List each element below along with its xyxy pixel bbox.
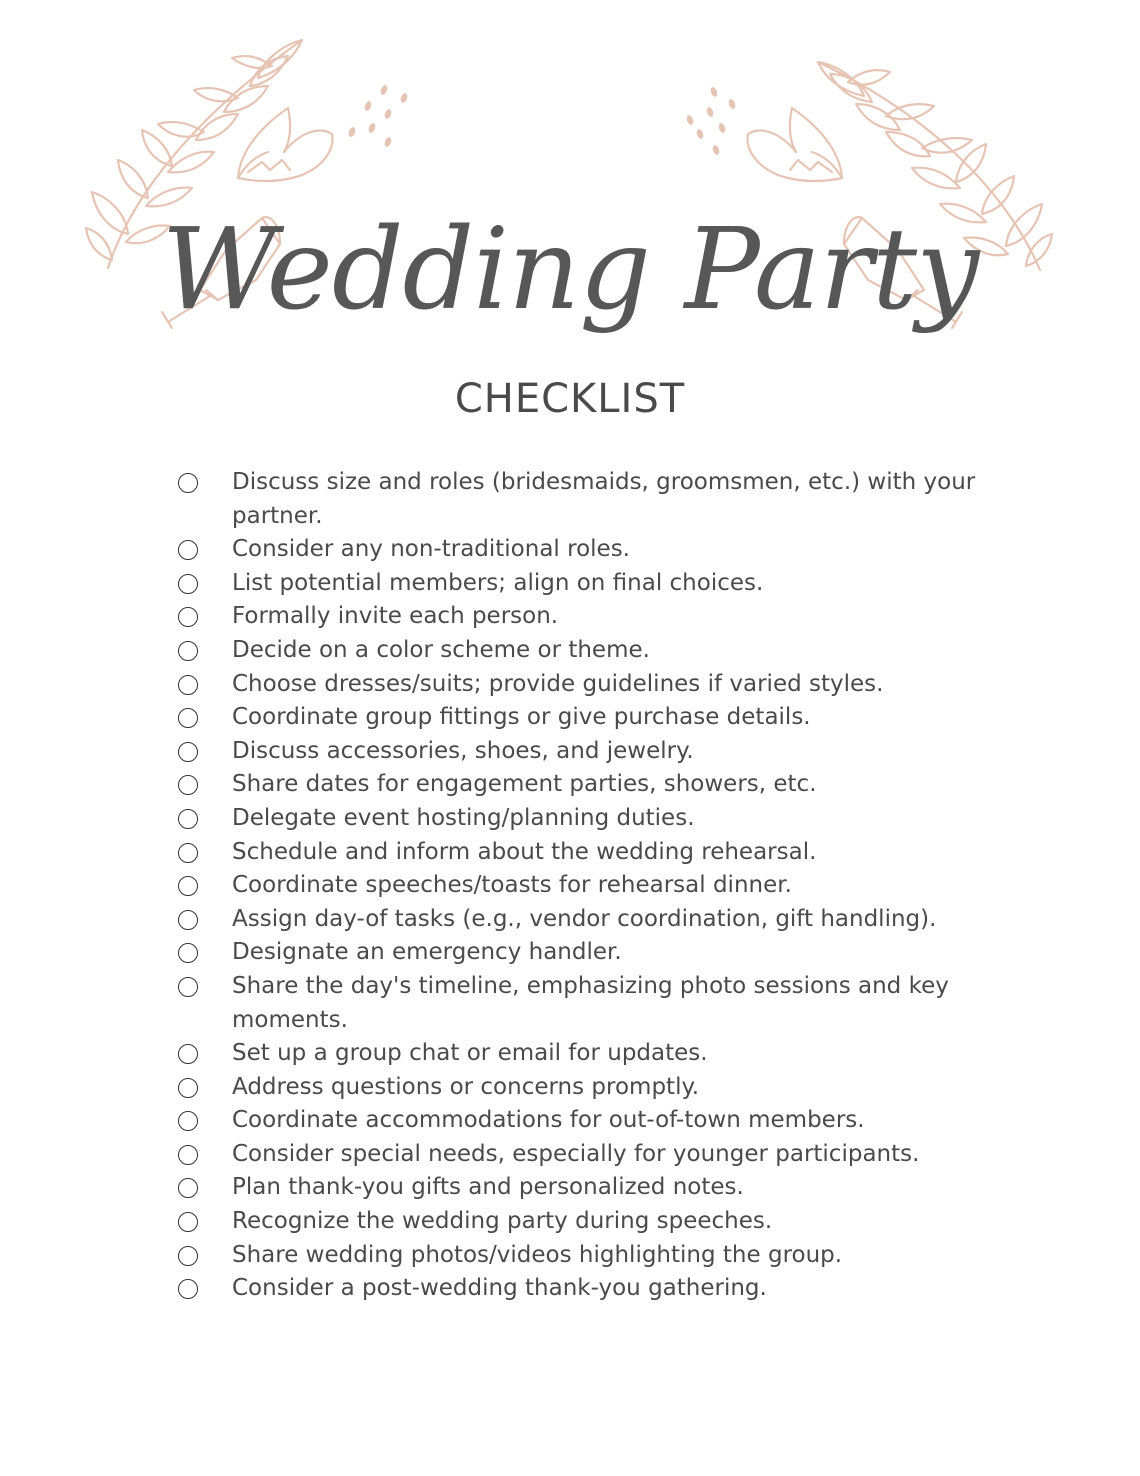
checkbox[interactable] <box>178 708 198 728</box>
checkbox[interactable] <box>178 1111 198 1131</box>
dots-icon <box>685 86 736 155</box>
checkbox[interactable] <box>178 1279 198 1299</box>
checklist-item-label: Delegate event hosting/planning duties. <box>232 804 695 831</box>
checklist-item <box>178 1205 978 1239</box>
checkbox[interactable] <box>178 910 198 930</box>
checklist-item <box>178 466 978 533</box>
checklist-item-label: Coordinate group fittings or give purchase details. <box>232 704 811 731</box>
checkbox[interactable] <box>178 1246 198 1266</box>
checklist-item-label: Consider a post-wedding thank-you gathering. <box>232 1275 767 1302</box>
checklist-item-label: List potential members; align on final choices. <box>232 569 764 596</box>
checklist-item-label: Set up a group chat or email for updates. <box>232 1040 708 1067</box>
checklist-item-label: Share wedding photos/videos highlighting the group. <box>232 1241 843 1268</box>
checklist-item <box>178 668 978 702</box>
checklist-item <box>178 1104 978 1138</box>
checklist-item <box>178 802 978 836</box>
checkbox[interactable] <box>178 540 198 560</box>
checkbox[interactable] <box>178 809 198 829</box>
checklist-item <box>178 634 978 668</box>
checklist-item-label: Recognize the wedding party during speeches. <box>232 1208 773 1235</box>
checkbox[interactable] <box>178 876 198 896</box>
checklist-item-label: Consider special needs, especially for younger participants. <box>232 1140 920 1167</box>
checklist-item <box>178 836 978 870</box>
checkbox[interactable] <box>178 843 198 863</box>
checkbox[interactable] <box>178 742 198 762</box>
page-subtitle: CHECKLIST <box>454 376 686 422</box>
checklist-item <box>178 869 978 903</box>
checkbox[interactable] <box>178 1145 198 1165</box>
checklist-item-label: Decide on a color scheme or theme. <box>232 636 650 663</box>
checkbox[interactable] <box>178 977 198 997</box>
checkbox[interactable] <box>178 1078 198 1098</box>
checklist-item <box>178 1272 978 1306</box>
flower-bud-icon <box>238 108 333 181</box>
checklist-item <box>178 903 978 937</box>
checklist-item <box>178 1037 978 1071</box>
checkbox[interactable] <box>178 574 198 594</box>
checklist-item <box>178 600 978 634</box>
checkbox[interactable] <box>178 943 198 963</box>
checklist-item-label: Share the day's timeline, emphasizing photo sessions and key moments. <box>232 972 949 1033</box>
checklist-item-label: Coordinate speeches/toasts for rehearsal dinner. <box>232 872 792 899</box>
checklist-item <box>178 701 978 735</box>
checklist-item-label: Formally invite each person. <box>232 603 559 630</box>
dots-icon <box>347 84 408 147</box>
checkbox[interactable] <box>178 1044 198 1064</box>
checklist-item-label: Schedule and inform about the wedding rehearsal. <box>232 838 817 865</box>
checklist-item <box>178 936 978 970</box>
checklist-item-label: Designate an emergency handler. <box>232 939 622 966</box>
checklist-item-label: Assign day-of tasks (e.g., vendor coordination, gift handling). <box>232 905 937 932</box>
flower-bud-icon <box>747 108 842 181</box>
page-title: Wedding Party <box>161 205 979 335</box>
checklist-item <box>178 970 978 1037</box>
checklist-item <box>178 768 978 802</box>
checklist-item-label: Address questions or concerns promptly. <box>232 1073 700 1100</box>
checklist-item <box>178 1171 978 1205</box>
checklist-item-label: Discuss size and roles (bridesmaids, groomsmen, etc.) with your partner. <box>232 469 976 529</box>
checklist-item-label: Coordinate accommodations for out-of-town members. <box>232 1107 865 1134</box>
checklist-item-label: Plan thank-you gifts and personalized notes. <box>232 1174 744 1201</box>
checklist-item <box>178 1071 978 1105</box>
checklist-item <box>178 533 978 567</box>
checkbox[interactable] <box>178 473 198 493</box>
checklist-item-label: Discuss accessories, shoes, and jewelry. <box>232 737 694 764</box>
checkbox[interactable] <box>178 641 198 661</box>
checkbox[interactable] <box>178 775 198 795</box>
checklist-item-label: Choose dresses/suits; provide guidelines if varied styles. <box>232 670 884 697</box>
checklist-item <box>178 1138 978 1172</box>
checklist-item <box>178 1239 978 1273</box>
checklist-item-label: Consider any non-traditional roles. <box>232 536 630 563</box>
checkbox[interactable] <box>178 607 198 627</box>
checkbox[interactable] <box>178 1212 198 1232</box>
checklist-item <box>178 735 978 769</box>
checklist-item <box>178 567 978 601</box>
checklist <box>178 466 978 1306</box>
checklist-item-label: Share dates for engagement parties, showers, etc. <box>232 771 817 798</box>
checkbox[interactable] <box>178 675 198 695</box>
checkbox[interactable] <box>178 1178 198 1198</box>
